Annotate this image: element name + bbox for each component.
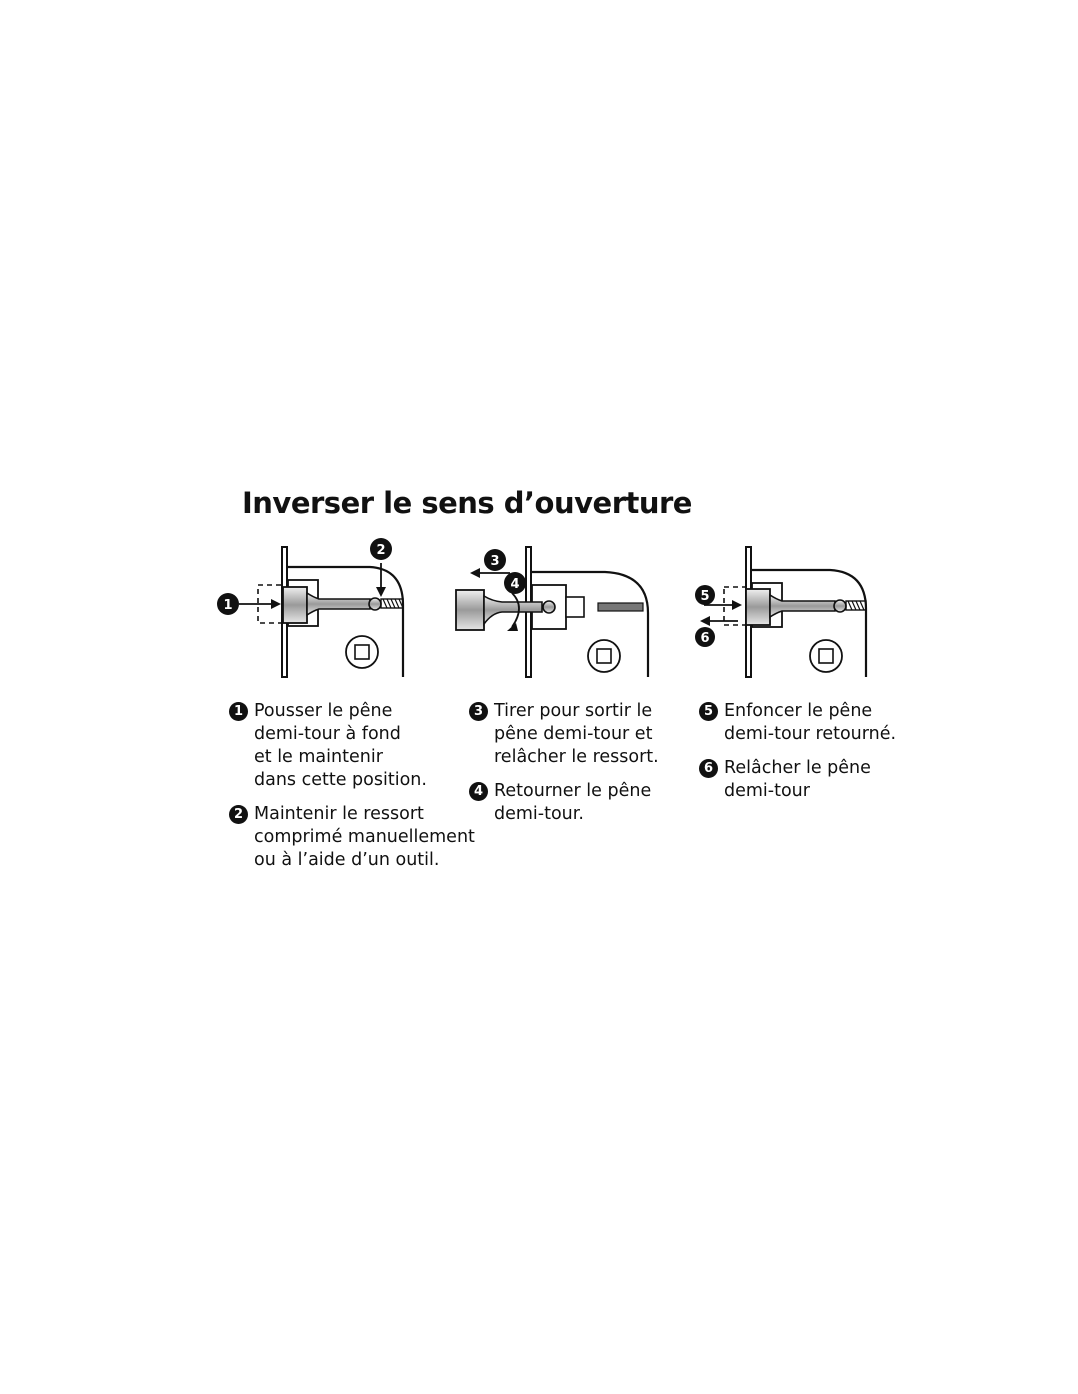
- step-2: [233, 803, 475, 872]
- svg-text:6: 6: [700, 631, 710, 646]
- svg-text:4: 4: [510, 577, 520, 592]
- step-2-badge: [370, 538, 392, 560]
- step-3: [473, 700, 659, 769]
- step-6-number: 6: [699, 759, 718, 778]
- step-5-number: 5: [699, 702, 718, 721]
- step-3-line-2: pêne demi-tour et: [494, 724, 653, 744]
- latch-bolt: [456, 590, 484, 630]
- diagram-step-5-6: [690, 535, 880, 680]
- step-1-line-4: dans cette position.: [254, 770, 427, 790]
- step-4-line-1: Retourner le pêne: [494, 781, 652, 801]
- latch-bolt: [746, 589, 770, 625]
- step-1-number: 1: [229, 702, 248, 721]
- step-5-badge: [695, 585, 715, 605]
- step-3-line-3: relâcher le ressort.: [494, 747, 659, 767]
- step-2-number: 2: [229, 805, 248, 824]
- step-5-line-2: demi-tour retourné.: [724, 724, 897, 744]
- svg-text:5: 5: [700, 589, 710, 604]
- step-4-line-2: demi-tour.: [494, 804, 584, 824]
- step-1: [233, 700, 427, 792]
- diagram-step-3-4: [450, 535, 655, 680]
- svg-text:3: 3: [490, 554, 500, 569]
- step-1-badge: [217, 593, 239, 615]
- step-4: [473, 780, 652, 826]
- diagram-step-1-2: [215, 535, 415, 680]
- step-5-line-1: Enfoncer le pêne: [724, 701, 873, 721]
- step-2-line-3: ou à l’aide d’un outil.: [254, 850, 440, 870]
- step-3-badge: [484, 549, 506, 571]
- step-1-line-2: demi-tour à fond: [254, 724, 401, 744]
- step-3-number: 3: [469, 702, 488, 721]
- step-2-line-2: comprimé manuellement: [254, 827, 475, 847]
- svg-text:1: 1: [223, 598, 233, 613]
- step-6-badge: [695, 627, 715, 647]
- step-4-badge: [504, 572, 526, 594]
- step-1-line-1: Pousser le pêne: [254, 701, 393, 721]
- step-1-line-3: et le maintenir: [254, 747, 383, 767]
- svg-text:2: 2: [376, 543, 386, 558]
- page-title: Inverser le sens d’ouverture: [242, 486, 692, 520]
- step-3-line-1: Tirer pour sortir le: [494, 701, 653, 721]
- step-6-line-2: demi-tour: [724, 781, 810, 801]
- latch-bolt: [283, 587, 307, 623]
- step-4-number: 4: [469, 782, 488, 801]
- step-5: [703, 700, 897, 746]
- step-6: [703, 757, 871, 803]
- spring: [598, 603, 643, 611]
- step-2-line-1: Maintenir le ressort: [254, 804, 424, 824]
- step-6-line-1: Relâcher le pêne: [724, 758, 871, 778]
